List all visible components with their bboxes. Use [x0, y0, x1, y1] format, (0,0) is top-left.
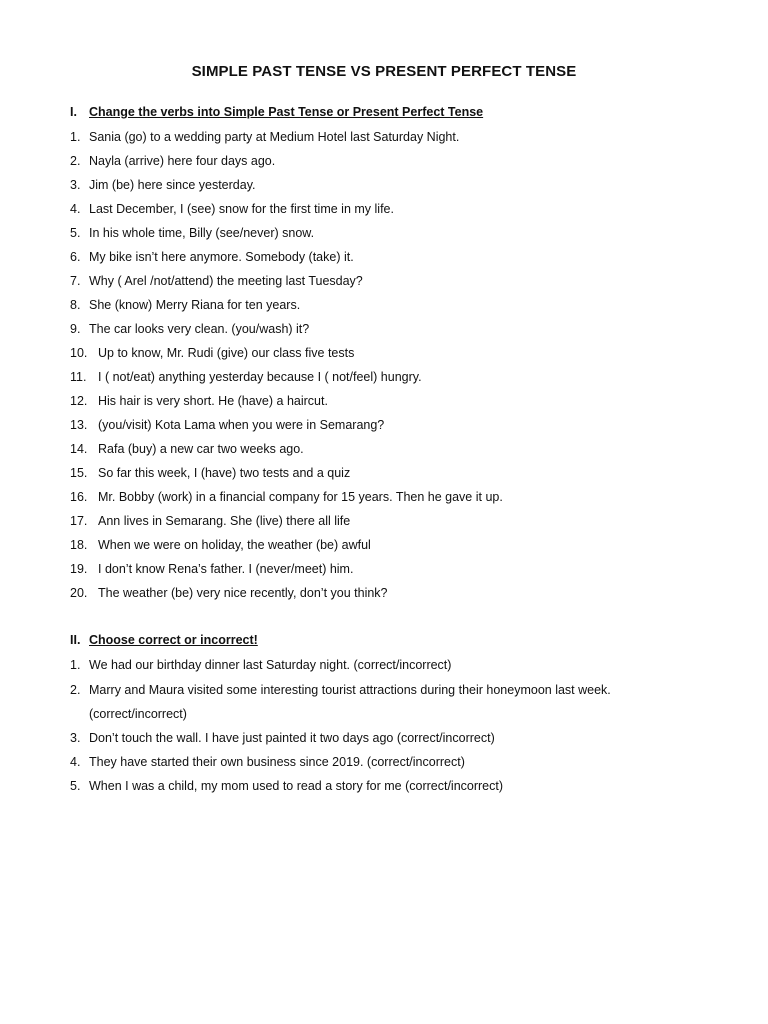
item-text: We had our birthday dinner last Saturday night. (correct/incorrect): [89, 658, 452, 672]
item-text: I don’t know Rena’s father. I (never/meet) him.: [98, 562, 354, 576]
item-number: 7.: [70, 274, 81, 288]
exercise-2-item: [70, 682, 611, 698]
exercise-1-item: [70, 585, 388, 601]
exercise-2-item: [70, 657, 451, 673]
item-number: 2.: [70, 683, 81, 697]
item-text: Don’t touch the wall. I have just painted it two days ago (correct/incorrect): [89, 731, 495, 745]
exercise-1-item: [70, 393, 328, 409]
item-number: 13.: [70, 418, 88, 432]
exercise-1-item: [70, 561, 353, 577]
section-1-heading: [70, 105, 483, 119]
exercise-2-item: [70, 754, 465, 770]
item-text: Nayla (arrive) here four days ago.: [89, 154, 276, 168]
section-2-heading-text: Choose correct or incorrect!: [89, 633, 258, 647]
exercise-1-item: [70, 153, 275, 169]
exercise-1-item: [70, 177, 256, 193]
exercise-1-item: [70, 321, 309, 337]
exercise-1-item: [70, 513, 350, 529]
exercise-1-item: [70, 465, 350, 481]
item-text: My bike isn’t here anymore. Somebody (take) it.: [89, 250, 354, 264]
page-title: SIMPLE PAST TENSE VS PRESENT PERFECT TENSE: [191, 63, 577, 80]
item-number: 19.: [70, 562, 88, 576]
item-number: 2.: [70, 154, 81, 168]
item-text: Rafa (buy) a new car two weeks ago.: [98, 442, 304, 456]
item-text: His hair is very short. He (have) a haircut.: [98, 394, 328, 408]
exercise-1-item: [70, 225, 314, 241]
item-text: When I was a child, my mom used to read a story for me (correct/incorrect): [89, 779, 504, 793]
item-number: 4.: [70, 202, 81, 216]
item-text: In his whole time, Billy (see/never) snow.: [89, 226, 315, 240]
exercise-1-item: [70, 129, 459, 145]
item-text: They have started their own business since 2019. (correct/incorrect): [89, 755, 465, 769]
exercise-2-item: [70, 730, 495, 746]
item-number: 20.: [70, 586, 88, 600]
item-number: 9.: [70, 322, 81, 336]
item-number: 16.: [70, 490, 88, 504]
item-number: 11.: [70, 370, 87, 384]
exercise-1-item: [70, 369, 422, 385]
item-number: 1.: [70, 658, 81, 672]
exercise-1-item: [70, 441, 304, 457]
item-text: So far this week, I (have) two tests and a quiz: [98, 466, 351, 480]
section-2-heading: [70, 633, 258, 647]
item-text: The weather (be) very nice recently, don’t you think?: [98, 586, 388, 600]
exercise-1-item: [70, 201, 394, 217]
section-1-heading-text: Change the verbs into Simple Past Tense or Present Perfect Tense: [89, 105, 484, 119]
exercise-1-item: [70, 297, 300, 313]
item-number: 15.: [70, 466, 88, 480]
exercise-1-item: [70, 273, 363, 289]
exercise-1-item: [70, 249, 354, 265]
section-1-numeral: I.: [70, 105, 77, 119]
exercise-2-item: [70, 778, 503, 794]
item-text: Up to know, Mr. Rudi (give) our class five tests: [98, 346, 355, 360]
item-number: 4.: [70, 755, 81, 769]
item-text: Ann lives in Semarang. She (live) there all life: [98, 514, 351, 528]
item-number: 3.: [70, 178, 81, 192]
exercise-1-item: [70, 489, 503, 505]
item-text: When we were on holiday, the weather (be) awful: [98, 538, 371, 552]
item-text: Sania (go) to a wedding party at Medium Hotel last Saturday Night.: [89, 130, 460, 144]
item-text: Mr. Bobby (work) in a financial company for 15 years. Then he gave it up.: [98, 490, 503, 504]
item-number: 6.: [70, 250, 81, 264]
exercise-1-item: [70, 345, 354, 361]
item-number: 8.: [70, 298, 81, 312]
item-number: 12.: [70, 394, 88, 408]
item-text: Marry and Maura visited some interesting tourist attractions during their honeymoon last week.: [89, 683, 611, 697]
item-number: 14.: [70, 442, 88, 456]
item-text: The car looks very clean. (you/wash) it?: [89, 322, 310, 336]
item-number: 5.: [70, 226, 81, 240]
item-number: 1.: [70, 130, 81, 144]
exercise-1-item: [70, 417, 384, 433]
item-text: I ( not/eat) anything yesterday because I ( not/feel) hungry.: [98, 370, 422, 384]
item-text: She (know) Merry Riana for ten years.: [89, 298, 301, 312]
item-number: 5.: [70, 779, 81, 793]
item-text: Last December, I (see) snow for the first time in my life.: [89, 202, 394, 216]
item-number: 18.: [70, 538, 88, 552]
item-number: 17.: [70, 514, 88, 528]
item-number: 3.: [70, 731, 81, 745]
exercise-2-item-continuation: (correct/incorrect): [89, 707, 187, 721]
item-number: 10.: [70, 346, 88, 360]
item-text: Jim (be) here since yesterday.: [89, 178, 256, 192]
exercise-1-item: [70, 537, 371, 553]
item-text: (you/visit) Kota Lama when you were in Semarang?: [98, 418, 385, 432]
section-2-numeral: II.: [70, 633, 81, 647]
item-text: Why ( Arel /not/attend) the meeting last Tuesday?: [89, 274, 363, 288]
